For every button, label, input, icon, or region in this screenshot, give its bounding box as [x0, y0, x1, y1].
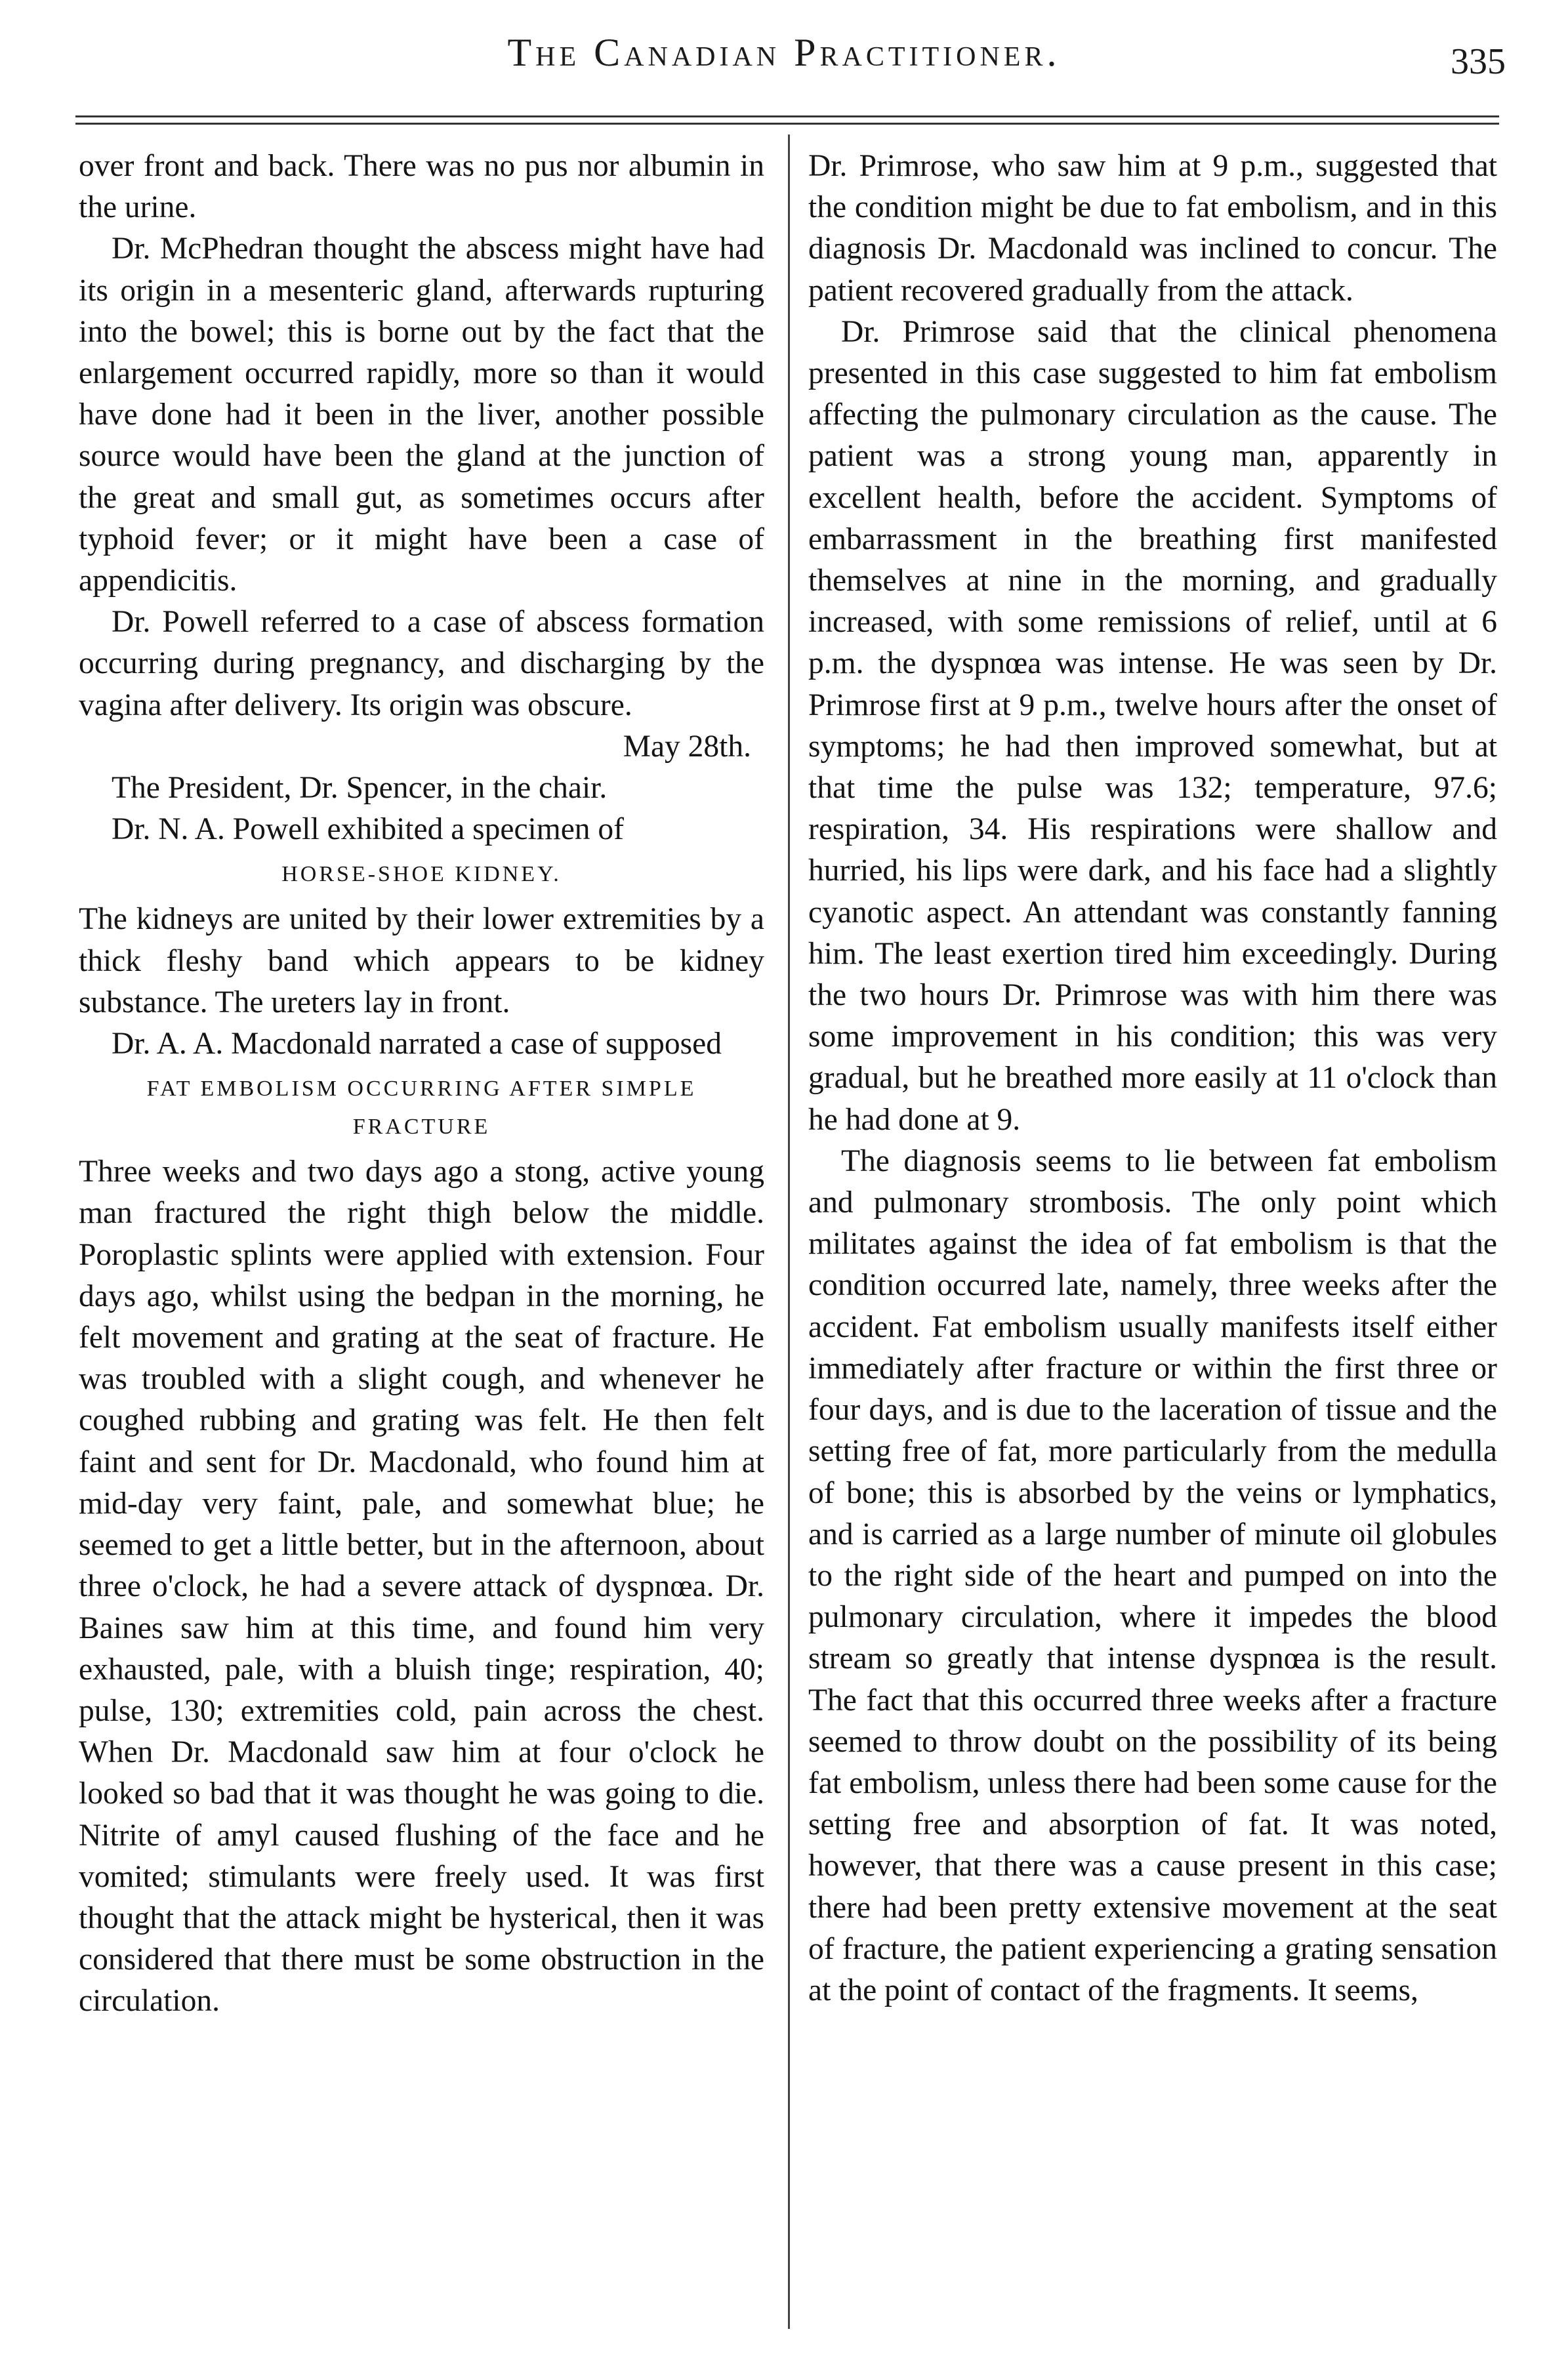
paragraph: Three weeks and two days ago a stong, active young man fractured the right thigh below the middle. Poroplastic splints were applied with extension. Four days ago, whilst using the bedpan in the morning, he felt movement and grating at the seat of fracture. He was troubled with a slight cough, and whenever he coughed rubbing and grating was felt. He then felt faint and sent for Dr. Macdonald, who found him at mid-day very faint, pale, and somewhat blue; he seemed to get a little better, but in the afternoon, about three o'clock, he had a severe attack of dyspnœa. Dr. Baines saw him at this time, and found him very exhausted, pale, with a bluish tinge; respiration, 40; pulse, 130; extremities cold, pain across the chest. When Dr. Macdonald saw him at four o'clock he looked so bad that it was thought he was going to die. Nitrite of amyl caused flushing of the face and he vomited; stimulants were freely used. It was first thought that the attack might be hysterical, then it was considered that there must be some obstruction in the circulation. — [79, 1155, 764, 2019]
page-number: 335 — [1451, 41, 1506, 82]
section-heading: HORSE-SHOE KIDNEY. — [281, 862, 562, 887]
paragraph: Dr. McPhedran thought the abscess might have had its origin in a mesenteric gland, afterwards rupturing into the bowel; this is borne out by the fact that the enlargement occurred rapidly, more so than it would have done had it been in the liver, another possible source would have been the gland at the junction of the great and small gut, as sometimes occurs after typhoid fever; or it might have been a case of appendicitis. — [79, 232, 764, 598]
header-rule-top — [75, 115, 1499, 117]
paragraph: Dr. Primrose, who saw him at 9 p.m., suggested that the condition might be due to fat embolism, and in this diagnosis Dr. Macdonald was inclined to concur. The patient recovered gradually from the attack. — [808, 149, 1497, 308]
paragraph: The diagnosis seems to lie between fat embolism and pulmonary strombosis. The only point which militates against the idea of fat embolism is that the condition occurred late, namely, three weeks after the accident. Fat embolism usually manifests itself either immediately after fracture or within the first three or four days, and is due to the laceration of tissue and the setting free of fat, more particularly from the medulla of bone; this is absorbed by the veins or lymphatics, and is carried as a large number of minute oil globules to the right side of the heart and pumped on into the pulmonary circulation, where it impedes the blood stream so greatly that intense dyspnœa is the result. The fact that this occurred three weeks after a fracture seemed to throw doubt on the possibility of its being fat embolism, unless there had been some cause for the setting free and absorption of fat. It was noted, however, that there was a cause present in this case; there had been pretty extensive movement at the seat of fracture, the patient experiencing a grating sensation at the point of contact of the fragments. It seems, — [808, 1143, 1497, 2007]
left-column — [79, 146, 764, 2023]
section-heading: FAT EMBOLISM OCCURRING AFTER SIMPLE FRACTURE — [146, 1077, 697, 1140]
paragraph: over front and back. There was no pus nor albumin in the urine. — [79, 149, 764, 225]
page-header — [0, 0, 1568, 151]
column-divider — [788, 134, 790, 2329]
running-title: The Canadian Practitioner. — [507, 31, 1061, 74]
right-column — [808, 146, 1497, 2011]
paragraph: Dr. N. A. Powell exhibited a specimen of — [112, 812, 624, 847]
paragraph: Dr. Powell referred to a case of abscess formation occurring during pregnancy, and discharging by the vagina after delivery. Its origin was obscure. — [79, 605, 764, 722]
paragraph: The President, Dr. Spencer, in the chair. — [112, 771, 608, 806]
paragraph: The kidneys are united by their lower extremities by a thick fleshy band which appears to be kidney substance. The ureters lay in front. — [79, 902, 764, 1019]
paragraph: Dr. Primrose said that the clinical phenomena presented in this case suggested to him fat embolism affecting the pulmonary circulation as the cause. The patient was a strong young man, apparently in excellent health, before the accident. Symptoms of embarrassment in the breathing first manifested themselves at nine in the morning, and gradually increased, with some remissions of relief, until at 6 p.m. the dyspnœa was intense. He was seen by Dr. Primrose first at 9 p.m., twelve hours after the onset of symptoms; he had then improved somewhat, but at that time the pulse was 132; temperature, 97.6; respiration, 34. His respirations were shallow and hurried, his lips were dark, and his face had a slightly cyanotic aspect. An attendant was constantly fanning him. The least exertion tired him exceedingly. During the two hours Dr. Primrose was with him there was some improvement in his condition; this was very gradual, but he breathed more easily at 11 o'clock than he had done at 9. — [808, 314, 1497, 1137]
header-rule-bottom — [75, 123, 1499, 125]
paragraph: Dr. A. A. Macdonald narrated a case of supposed — [112, 1027, 722, 1061]
meeting-date: May 28th. — [623, 729, 751, 764]
